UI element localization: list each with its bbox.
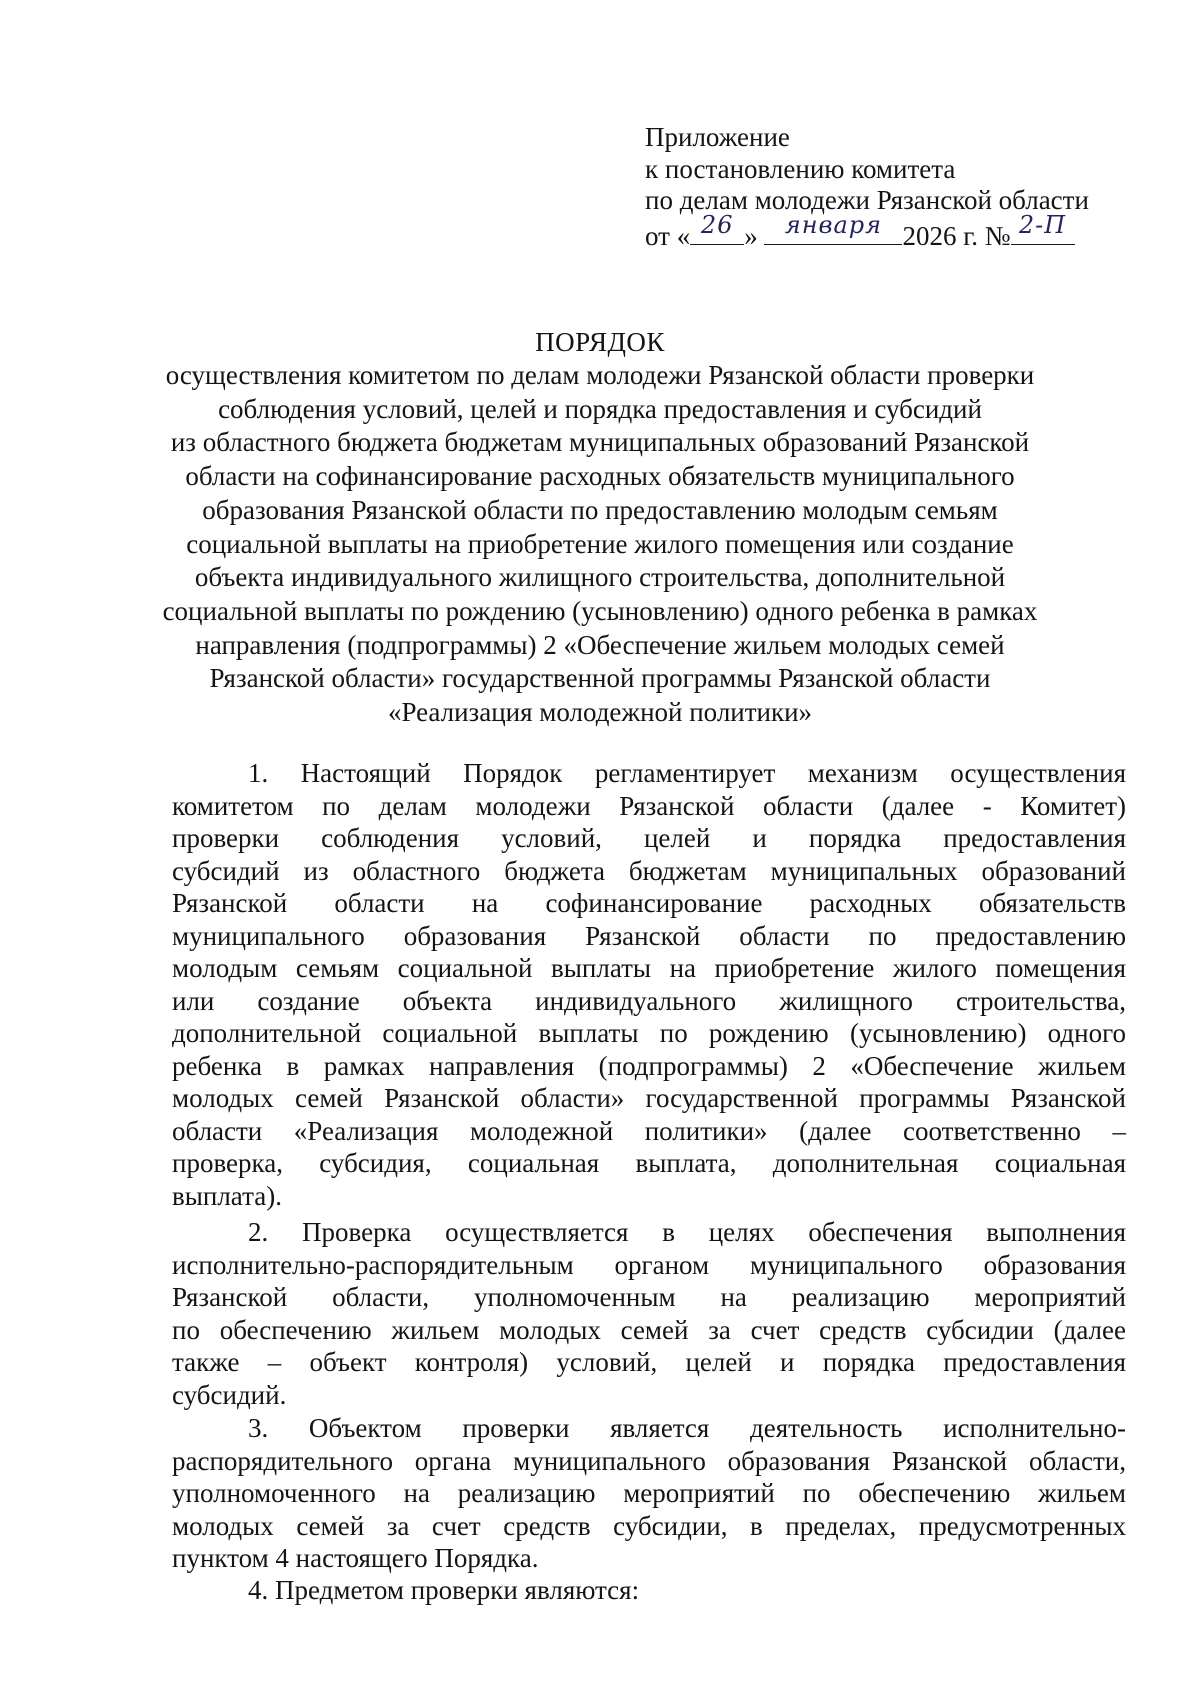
paragraph-line: проверка, субсидия, социальная выплата, дополнительная социальная xyxy=(172,1148,1126,1178)
paragraph-line: исполнительно-распорядительным органом муниципального образования xyxy=(172,1249,1126,1280)
paragraph-1 xyxy=(172,757,1126,1212)
paragraph-line: выплата). xyxy=(172,1180,282,1211)
paragraph-line: 4. Предметом проверки являются: xyxy=(248,1575,640,1605)
doc-number-field xyxy=(1011,211,1075,245)
paragraph-line: ребенка в рамках направления (подпрограммы) 2 «Обеспечение жильем xyxy=(172,1050,1126,1081)
paragraph-line: уполномоченного на реализацию мероприятий по обеспечению жильем xyxy=(172,1478,1126,1508)
handwritten-month: января xyxy=(784,211,883,239)
date-year: 2026 г. № xyxy=(902,220,1011,251)
appendix-date-line xyxy=(645,211,1089,253)
subtitle-line: объекта индивидуального жилищного строительства, дополнительной xyxy=(194,562,1006,593)
subtitle-line: осуществления комитетом по делам молодежи Рязанской области проверки xyxy=(165,360,1035,390)
paragraph-line: муниципального образования Рязанской области по предоставлению xyxy=(172,920,1126,951)
paragraph-4 xyxy=(172,1574,1126,1607)
paragraph-line: области «Реализация молодежной политики» (далее соответственно – xyxy=(172,1115,1126,1146)
subtitle-line: направления (подпрограммы) 2 «Обеспечение жильем молодых семей xyxy=(195,629,1005,660)
paragraph-line: субсидий. xyxy=(172,1379,287,1410)
paragraph-line: 1. Настоящий Порядок регламентирует механизм осуществления xyxy=(248,758,1126,788)
date-prefix: от « xyxy=(645,220,691,251)
paragraph-line: 3. Объектом проверки является деятельность исполнительно- xyxy=(248,1413,1126,1443)
appendix-reference: к постановлению комитета xyxy=(645,153,956,184)
paragraph-line: по обеспечению жильем молодых семей за счет средств субсидии (далее xyxy=(172,1314,1126,1345)
paragraph-line: распорядительного органа муниципального образования Рязанской области, xyxy=(172,1445,1126,1476)
handwritten-day: 26 xyxy=(700,211,734,239)
title-block xyxy=(150,325,1050,730)
paragraph-line: молодых семей Рязанской области» государственной программы Рязанской xyxy=(172,1083,1126,1113)
date-quote-close: » xyxy=(744,220,758,251)
paragraph-line: 2. Проверка осуществляется в целях обеспечения выполнения xyxy=(248,1217,1126,1247)
document-title: ПОРЯДОК xyxy=(535,327,665,357)
handwritten-doc-number: 2-П xyxy=(1018,211,1067,239)
paragraph-line: или создание объекта индивидуального жилищного строительства, xyxy=(172,985,1126,1016)
subtitle-line: из областного бюджета бюджетам муниципальных образований Рязанской xyxy=(170,427,1030,458)
subtitle-line: соблюдения условий, целей и порядка предоставления и субсидий xyxy=(218,393,982,424)
appendix-header xyxy=(645,122,1089,252)
paragraph-line: молодых семей за счет средств субсидии, в пределах, предусмотренных xyxy=(172,1510,1126,1541)
subtitle-line: области на софинансирование расходных обязательств муниципального xyxy=(185,461,1015,492)
date-month-field xyxy=(764,211,902,245)
paragraph-line: Рязанской области на софинансирование расходных обязательств xyxy=(172,888,1126,918)
paragraph-line: дополнительной социальной выплаты по рождению (усыновлению) одного xyxy=(172,1018,1126,1048)
subtitle-line: социальной выплаты по рождению (усыновлению) одного ребенка в рамках xyxy=(162,595,1038,626)
subtitle-line: социальной выплаты на приобретение жилого помещения или создание xyxy=(186,528,1014,559)
appendix-label: Приложение xyxy=(645,122,790,152)
paragraph-3 xyxy=(172,1412,1126,1575)
paragraph-2 xyxy=(172,1216,1126,1411)
paragraph-line: проверки соблюдения условий, целей и порядка предоставления xyxy=(172,823,1126,853)
date-day-field xyxy=(690,211,744,245)
subtitle-line: «Реализация молодежной политики» xyxy=(387,697,813,728)
subtitle-line: образования Рязанской области по предоставлению молодым семьям xyxy=(202,494,998,525)
appendix-issuer: по делам молодежи Рязанской области xyxy=(645,185,1089,215)
subtitle-line: Рязанской области» государственной программы Рязанской области xyxy=(209,663,991,694)
paragraph-line: субсидий из областного бюджета бюджетам муниципальных образований xyxy=(172,855,1126,886)
paragraph-line: Рязанской области, уполномоченным на реализацию мероприятий xyxy=(172,1282,1126,1312)
paragraph-line: пунктом 4 настоящего Порядка. xyxy=(172,1543,539,1573)
paragraph-line: комитетом по делам молодежи Рязанской области (далее - Комитет) xyxy=(172,790,1126,821)
paragraph-line: молодым семьям социальной выплаты на приобретение жилого помещения xyxy=(172,953,1126,983)
paragraph-line: также – объект контроля) условий, целей и порядка предоставления xyxy=(172,1347,1126,1377)
